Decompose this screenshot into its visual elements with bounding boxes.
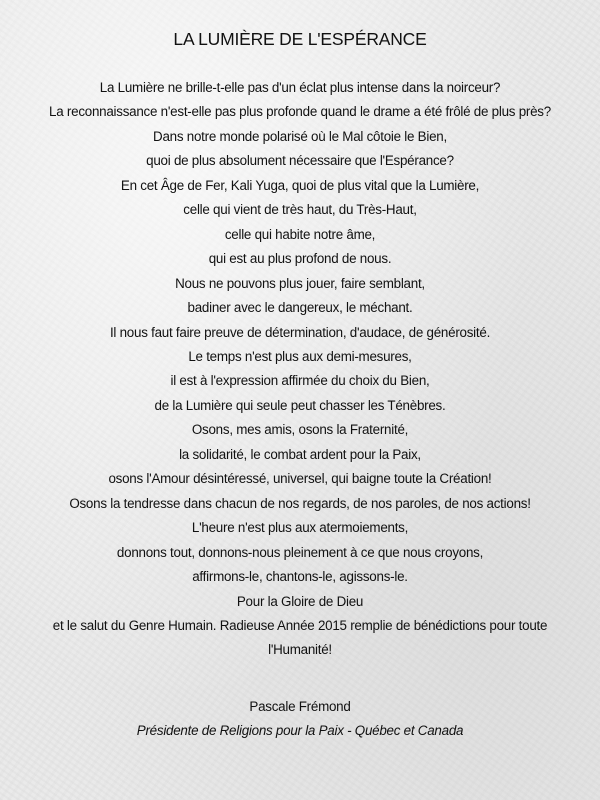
poem-line: quoi de plus absolument nécessaire que l'Espérance? (146, 153, 454, 169)
poem-line: badiner avec le dangereux, le méchant. (187, 300, 413, 316)
poem-line: La Lumière ne brille-t-elle pas d'un éclat plus intense dans la noirceur? (99, 80, 501, 95)
poem-line: et le salut du Genre Humain. Radieuse Année 2015 remplie de bénédictions pour toute (52, 617, 548, 633)
poem-line: l'Humanité! (268, 642, 332, 658)
poem-line: qui est au plus profond de nous. (208, 251, 392, 267)
poem-line: Osons, mes amis, osons la Fraternité, (191, 422, 409, 438)
poem-line: Il nous faut faire preuve de détermination, d'audace, de générosité. (109, 324, 491, 340)
poem-line: de la Lumière qui seule peut chasser les Ténèbres. (154, 397, 446, 413)
poem-line: celle qui habite notre âme, (224, 226, 376, 242)
poem-line: la solidarité, le combat ardent pour la Paix, (179, 446, 421, 462)
signature-block (0, 695, 600, 743)
poem-line: celle qui vient de très haut, du Très-Haut, (183, 202, 417, 218)
poem-line: L'heure n'est plus aux atermoiements, (191, 520, 409, 536)
poem-line: La reconnaissance n'est-elle pas plus profonde quand le drame a été frôlé de plus près? (49, 104, 551, 120)
signature-role: Présidente de Religions pour la Paix - Québec et Canada (136, 723, 464, 738)
poem-line: il est à l'expression affirmée du choix du Bien, (170, 373, 430, 389)
poem-line: Osons la tendresse dans chacun de nos regards, de nos paroles, de nos actions! (69, 495, 531, 511)
poem-line: Pour la Gloire de Dieu (236, 593, 364, 609)
document-title: LA LUMIÈRE DE L'ESPÉRANCE (173, 29, 427, 49)
poem-body (12, 76, 588, 663)
poem-line: Dans notre monde polarisé où le Mal côtoie le Bien, (153, 128, 447, 144)
poem-line: Nous ne pouvons plus jouer, faire semblant, (175, 275, 425, 291)
poem-line: osons l'Amour désintéressé, universel, qui baigne toute la Création! (108, 471, 492, 487)
poem-line: affirmons-le, chantons-le, agissons-le. (192, 569, 408, 585)
poem-line: Le temps n'est plus aux demi-mesures, (188, 348, 412, 364)
poem-line: donnons tout, donnons-nous pleinement à ce que nous croyons, (116, 544, 484, 560)
signature-name: Pascale Frémond (249, 699, 351, 714)
poem-line: En cet Âge de Fer, Kali Yuga, quoi de plus vital que la Lumière, (120, 177, 480, 193)
